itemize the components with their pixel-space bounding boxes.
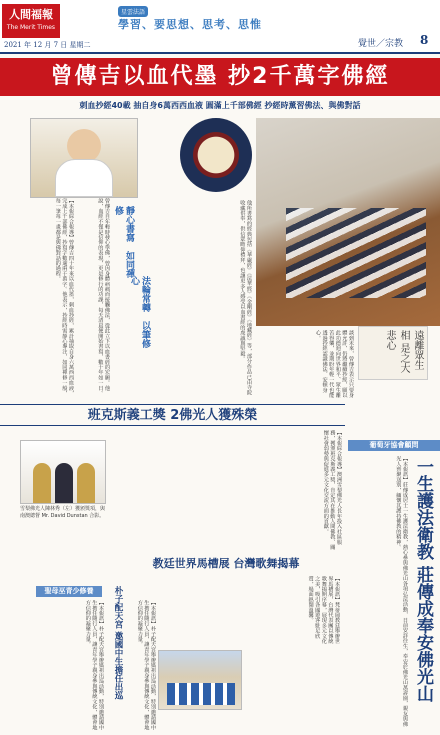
- story2-sidebar-label: 葡萄牙協會顧問: [348, 440, 440, 451]
- calligraphy-photo: 遠離眾生相 是之大悲心: [358, 326, 428, 380]
- story3-sidebar-label: 聖母巫青少修養: [36, 586, 102, 597]
- story3-side-body: 【本報訊】朴子配天宮舉辦媽祖出巡活動，特別邀請國中生擔任隨行人員，讓青年學子親身參與傳統文化，體會地方信仰的凝聚力量。: [84, 600, 104, 730]
- body-column-1: 【本報綜合報導】曾傳吉四十年來以血代墨，刺血抄經，累計抽取自身六萬西西血液，完成上千部佛經，抄寫字數逾兩千萬字。他表示，抄經時需靜心專注，如同禪修一般，每一筆每一畫都是與佛對話的過程。: [54, 198, 74, 396]
- face-shape: [67, 129, 101, 163]
- story3-side-body-2: 【本報訊】朴子配天宮舉辦媽祖出巡活動，特別邀請國中生擔任隨行人員，讓青年學子親身參與傳統文化，體會地方信仰的凝聚力量。: [136, 600, 156, 730]
- portrait-photo: [30, 118, 138, 198]
- story3-headline: 教廷世界馬槽展 台灣歌舞揭幕: [152, 557, 300, 570]
- story3-side-headline: 朴子配天宮 邀國中生擔任出巡: [113, 586, 123, 700]
- sub-headline: 刺血抄經40載 抽自身6萬西西血液 圓滿上千部佛經 抄經時薰習佛法、與佛對話: [79, 101, 361, 110]
- main-headline: 曾傳吉以血代墨 抄2千萬字佛經: [0, 58, 440, 96]
- person-shape: [33, 463, 51, 503]
- pull-quote-1: 靜心書寫 如同禪修: [113, 206, 134, 278]
- award-photo: [20, 440, 106, 504]
- side-story-body: 【本報訊】莊傳成居士一生護法衛教，熱心參與佛光山各項弘法活動，日前安詳往生，奉安於佛光山萬壽園，親友與佛光人齊聚送別，緬懷其護持佛教的精神。: [395, 456, 408, 727]
- body-column-2: 曾傳吉自年輕時發心學佛，曾因身體病痛而接觸佛法，從此立下以血書經的宏願。他說，血經不僅是信仰的表現，更是修行的功課，每天清晨便開始書寫，數十年如一日。: [97, 198, 110, 396]
- plate-photo: [180, 118, 252, 192]
- body-column-4: 談到未來，曾傳吉表示只要身體允許，仍將繼續抄經，願以此功德迴向世界和平、眾生離苦得樂，並期盼年輕一代也能透過抄經認識佛法、安頓身心。: [315, 330, 354, 398]
- slogan-badge: 星雲法語: [118, 6, 148, 17]
- story2-body: 【本報綜合報導】澳洲雪梨佛光人長年投入社區服務，獲頒班克斯義工獎，肯定其在推動人間佛教、關懷社會弱勢與促進多元文化交流方面的貢獻。: [322, 430, 342, 550]
- person-shape: [55, 463, 73, 503]
- person-shape: [77, 463, 95, 503]
- parade-photo: [158, 650, 242, 710]
- issue-date: 2021 年 12 月 7 日 星期二: [4, 41, 91, 49]
- slogan-text: 學習、要思想、思考、思惟: [118, 18, 262, 31]
- logo-text: 人間福報: [9, 8, 53, 21]
- newspaper-logo: [2, 4, 60, 38]
- body-column-3: 他所書寫的經典包括《華嚴經》《法華經》《金剛經》《地藏經》等，部分作品已由寺院收藏供奉，供信眾瞻仰禮拜，也讓更多人感受以血書經的虔誠與堅毅。: [239, 200, 252, 395]
- page-number: 8: [420, 33, 429, 47]
- pull-quote-2: 法輪常轉 以筆修心: [129, 276, 150, 348]
- story2-headline: 班克斯義工獎 2佛光人獲殊榮: [0, 404, 345, 426]
- section-name: 覺世／宗教: [358, 39, 404, 49]
- hall-photo: [256, 118, 440, 326]
- side-story-headline: 一生護法衛教 莊傳成奉安佛光山: [413, 458, 433, 702]
- slogan-box: [118, 6, 298, 36]
- story3-body: 【本報訊】梵蒂岡教廷舉辦世界馬槽展，台灣代表團以傳統歌舞揭開序幕，展現多元文化之美，吸引各國遊客駐足欣賞，場面熱鬧溫馨。: [307, 576, 340, 644]
- dancers-shape: [167, 683, 235, 705]
- shirt-shape: [55, 159, 113, 197]
- masthead: [0, 0, 440, 54]
- logo-english: The Merit Times: [6, 24, 56, 31]
- pews-shape: [286, 208, 426, 298]
- award-photo-caption: 雪梨佛光人陳林秀（左）獲頒獎項，與南澳總督 Mr. David Dunstan 合影。: [20, 506, 106, 519]
